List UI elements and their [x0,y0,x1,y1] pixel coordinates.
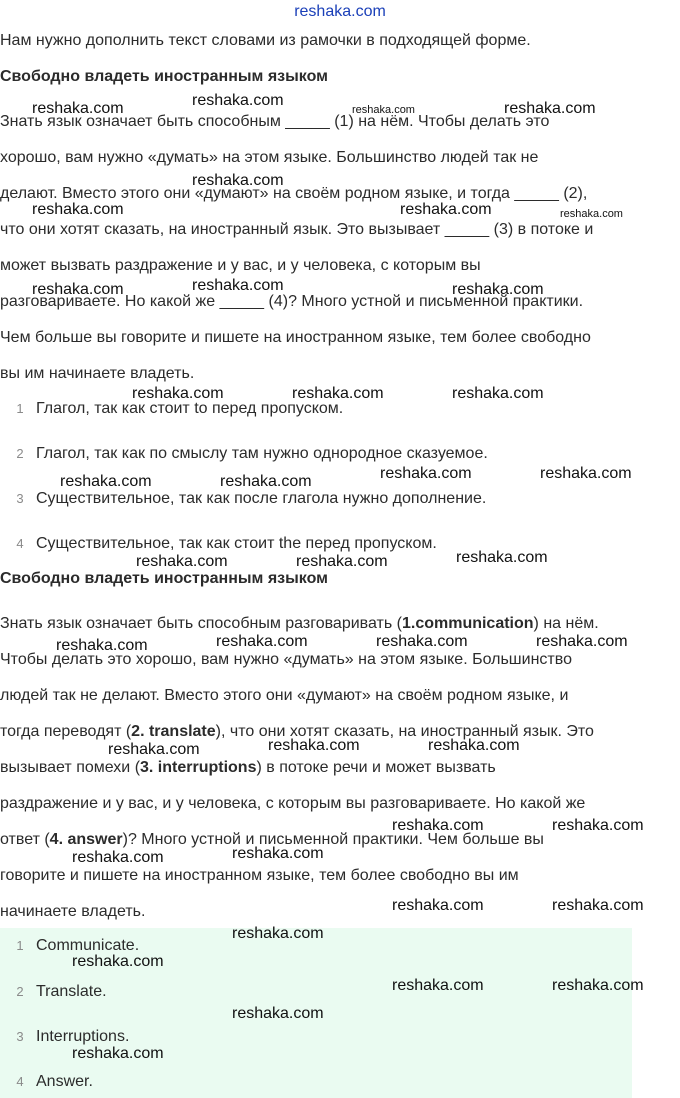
hint-number: 2 [16,446,24,461]
answer-line-4: тогда переводят (2. translate), что они хотят сказать, на иностранный язык. Это [0,723,594,740]
watermark: reshaka.com [552,977,644,994]
watermark: reshaka.com [352,104,415,116]
task-line-3: делают. Вместо этого они «думают» на своём родном языке, и тогда _____ (2), [0,185,588,202]
intro-text: Нам нужно дополнить текст словами из рамочки в подходящей форме. [0,32,531,49]
watermark: reshaka.com [540,465,632,482]
watermark: reshaka.com [192,92,284,109]
hint-text: Существительное, так как после глагола нужно дополнение. [36,490,487,507]
task-line-2: хорошо, вам нужно «думать» на этом языке. Большинство людей так не [0,149,539,166]
answer-text: Translate. [36,983,107,1000]
watermark: reshaka.com [232,925,324,942]
watermark: reshaka.com [216,633,308,650]
task-line-5: может вызвать раздражение и у вас, и у человека, с которым вы [0,257,481,274]
watermark: reshaka.com [392,897,484,914]
watermark: reshaka.com [108,741,200,758]
hint-text: Глагол, так как по смыслу там нужно однородное сказуемое. [36,445,488,462]
watermark: reshaka.com [232,845,324,862]
watermark: reshaka.com [456,549,548,566]
watermark: reshaka.com [268,737,360,754]
answer-text: Interruptions. [36,1028,130,1045]
watermark: reshaka.com [72,953,164,970]
answer-line-9: начинаете владеть. [0,903,146,920]
task-line-7: Чем больше вы говорите и пишете на иностранном языке, тем более свободно [0,329,591,346]
watermark: reshaka.com [136,553,228,570]
answer-number: 3 [16,1029,24,1044]
answer-line-7: ответ (4. answer)? Много устной и письменной практики. Чем больше вы [0,831,544,848]
hint-text: Глагол, так как стоит to перед пропуском. [36,400,344,417]
answer-text: Answer. [36,1073,93,1090]
watermark: reshaka.com [552,817,644,834]
answer-text: Communicate. [36,937,140,954]
task-line-1: Знать язык означает быть способным _____ (1) на нём. Чтобы делать это [0,113,550,130]
task-line-8: вы им начинаете владеть. [0,365,195,382]
answer-line-8: говорите и пишете на иностранном языке, тем более свободно вы им [0,867,519,884]
answer-number: 1 [16,938,24,953]
watermark: reshaka.com [32,100,124,117]
watermark: reshaka.com [504,100,596,117]
watermark: reshaka.com [60,473,152,490]
watermark: reshaka.com [32,281,124,298]
watermark: reshaka.com [292,385,384,402]
watermark: reshaka.com [72,1045,164,1062]
hint-number: 3 [16,491,24,506]
watermark: reshaka.com [192,277,284,294]
watermark: reshaka.com [392,817,484,834]
watermark: reshaka.com [376,633,468,650]
answer-line-3: людей так не делают. Вместо этого они «думают» на своём родном языке, и [0,687,569,704]
watermark: reshaka.com [32,201,124,218]
answer-line-1: Знать язык означает быть способным разговаривать (1.communication) на нём. [0,615,599,632]
answer-line-2: Чтобы делать это хорошо, вам нужно «думать» на этом языке. Большинство [0,651,572,668]
answer-line-5: вызывает помехи (3. interruptions) в потоке речи и может вызвать [0,759,496,776]
watermark: reshaka.com [400,201,492,218]
watermark: reshaka.com [56,637,148,654]
watermark: reshaka.com [132,385,224,402]
watermark: reshaka.com [296,553,388,570]
section1-title: Свободно владеть иностранным языком [0,68,328,85]
watermark: reshaka.com [220,473,312,490]
answer-number: 2 [16,984,24,999]
watermark: reshaka.com [428,737,520,754]
hint-number: 4 [16,536,24,551]
watermark: reshaka.com [232,1005,324,1022]
watermark: reshaka.com [552,897,644,914]
task-line-6: разговариваете. Но какой же _____ (4)? Много устной и письменной практики. [0,293,584,310]
answer-line-6: раздражение и у вас, и у человека, с которым вы разговариваете. Но какой же [0,795,586,812]
watermark: reshaka.com [392,977,484,994]
watermark: reshaka.com [380,465,472,482]
watermark: reshaka.com [192,172,284,189]
watermark: reshaka.com [452,385,544,402]
watermark: reshaka.com [72,849,164,866]
task-line-4: что они хотят сказать, на иностранный язык. Это вызывает _____ (3) в потоке и [0,221,594,238]
hint-number: 1 [16,401,24,416]
answer-number: 4 [16,1074,24,1089]
section2-title: Свободно владеть иностранным языком [0,570,328,587]
site-header-link[interactable]: reshaka.com [294,3,386,20]
watermark: reshaka.com [536,633,628,650]
watermark: reshaka.com [560,208,623,220]
watermark: reshaka.com [452,281,544,298]
hint-text: Существительное, так как стоит the перед пропуском. [36,535,437,552]
